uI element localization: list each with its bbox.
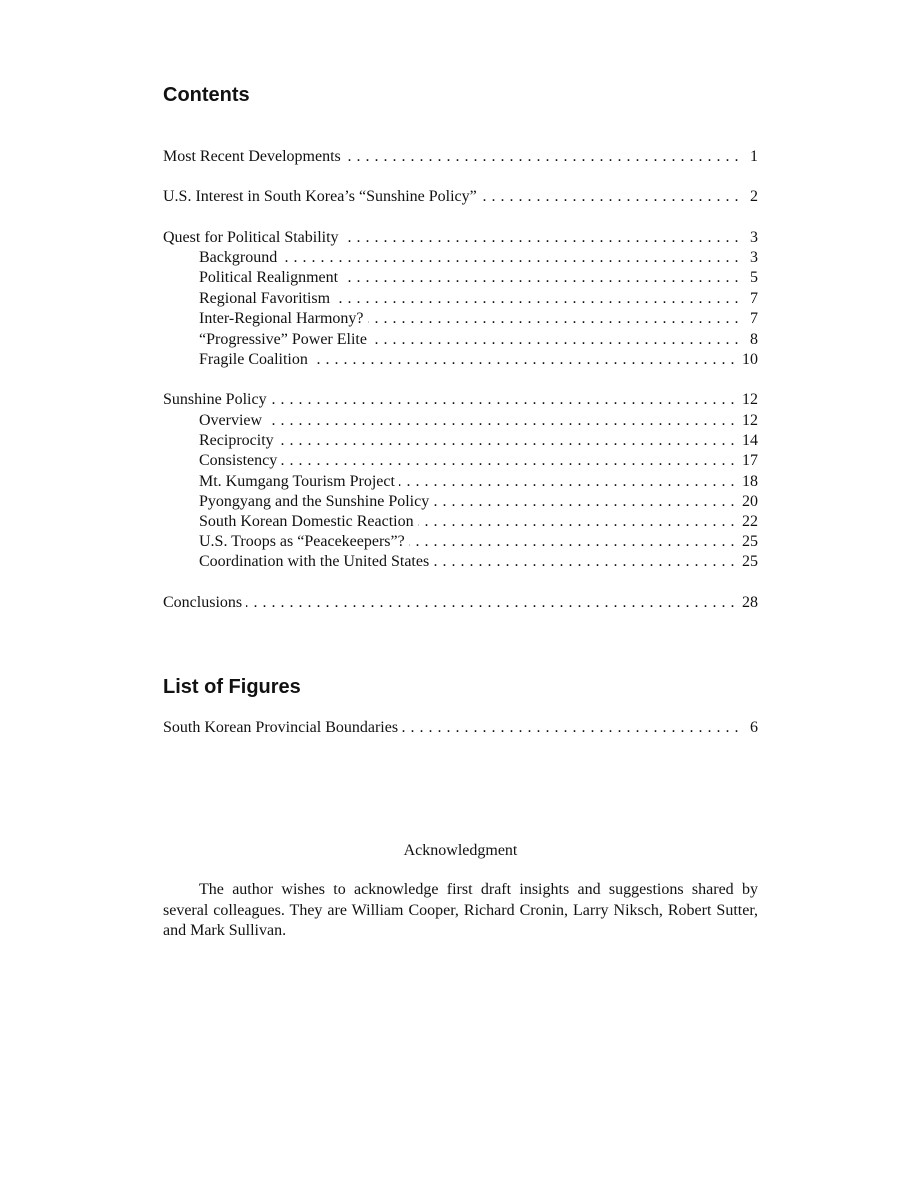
toc-entry-page: 10	[742, 351, 758, 368]
toc-entry-title: Fragile Coalition	[199, 351, 308, 368]
dot-leader	[334, 289, 739, 309]
toc-entry-page: 20	[742, 493, 758, 510]
toc-entry-page: 17	[742, 452, 758, 469]
dot-leader	[266, 411, 735, 431]
dot-leader	[368, 309, 739, 329]
dot-leader	[409, 532, 735, 552]
toc-entry-title: U.S. Troops as “Peacekeepers”?	[199, 533, 405, 550]
figure-entry-title: South Korean Provincial Boundaries	[163, 719, 399, 736]
toc-subentry[interactable]	[199, 268, 758, 288]
toc-entry-title: “Progressive” Power Elite	[199, 331, 367, 348]
toc-subentry[interactable]	[199, 350, 758, 370]
toc-entry[interactable]	[163, 187, 758, 207]
dot-leader	[418, 512, 735, 532]
figure-entry[interactable]	[163, 718, 758, 738]
list-of-figures-heading: List of Figures	[163, 676, 301, 698]
toc-entry-page: 7	[750, 310, 758, 327]
toc-entry[interactable]	[163, 228, 758, 248]
toc-subentry[interactable]	[199, 330, 758, 350]
toc-subentry[interactable]	[199, 309, 758, 329]
toc-entry-title: Sunshine Policy	[163, 391, 267, 408]
toc-entry-title: South Korean Domestic Reaction	[199, 513, 414, 530]
toc-entry-title: Consistency	[199, 452, 278, 469]
toc-entry-page: 2	[750, 188, 758, 205]
acknowledgment-body: The author wishes to acknowledge first draft insights and suggestions shared by several colleagues. They are William Cooper, Richard Cronin, Larry Niksch, Robert Sutter, and Mark Sullivan.	[163, 881, 758, 939]
toc-entry-page: 1	[750, 148, 758, 165]
dot-leader	[345, 147, 739, 167]
toc-entry-page: 14	[742, 432, 758, 449]
dot-leader	[246, 593, 735, 613]
toc-subentry[interactable]	[199, 431, 758, 451]
toc-entry-title: U.S. Interest in South Korea’s “Sunshine Policy”	[163, 188, 477, 205]
dot-leader	[481, 187, 739, 207]
toc-entry[interactable]	[163, 390, 758, 410]
dot-leader	[281, 248, 739, 268]
toc-entry[interactable]	[163, 147, 758, 167]
toc-subentry[interactable]	[199, 248, 758, 268]
dot-leader	[343, 228, 739, 248]
contents-heading: Contents	[163, 84, 250, 106]
toc-entry-page: 12	[742, 391, 758, 408]
dot-leader	[433, 492, 735, 512]
toc-entry-title: Most Recent Developments	[163, 148, 341, 165]
dot-leader	[402, 718, 739, 738]
toc-entry-page: 3	[750, 249, 758, 266]
toc-subentry[interactable]	[199, 451, 758, 471]
dot-leader	[278, 431, 735, 451]
figure-entry-page: 6	[750, 719, 758, 736]
toc-entry-page: 3	[750, 229, 758, 246]
toc-subentry[interactable]	[199, 492, 758, 512]
toc-entry-title: Conclusions	[163, 594, 243, 611]
toc-entry-page: 12	[742, 412, 758, 429]
toc-subentry[interactable]	[199, 411, 758, 431]
toc-entry-title: Political Realignment	[199, 269, 339, 286]
dot-leader	[399, 472, 735, 492]
toc-entry-title: Mt. Kumgang Tourism Project	[199, 473, 395, 490]
dot-leader	[433, 552, 735, 572]
toc-entry-page: 18	[742, 473, 758, 490]
toc-entry[interactable]	[163, 593, 758, 613]
dot-leader	[281, 451, 735, 471]
dot-leader	[342, 268, 739, 288]
toc-entry-page: 5	[750, 269, 758, 286]
dot-leader	[312, 350, 735, 370]
toc-entry-page: 25	[742, 533, 758, 550]
toc-subentry[interactable]	[199, 289, 758, 309]
toc-entry-title: Overview	[199, 412, 263, 429]
toc-entry-title: Regional Favoritism	[199, 290, 331, 307]
toc-entry-page: 22	[742, 513, 758, 530]
toc-entry-page: 7	[750, 290, 758, 307]
dot-leader	[271, 390, 735, 410]
toc-entry-title: Inter-Regional Harmony?	[199, 310, 364, 327]
toc-subentry[interactable]	[199, 552, 758, 572]
toc-subentry[interactable]	[199, 472, 758, 492]
toc-entry-page: 25	[742, 553, 758, 570]
toc-subentry[interactable]	[199, 532, 758, 552]
toc-entry-page: 8	[750, 331, 758, 348]
toc-entry-title: Coordination with the United States	[199, 553, 430, 570]
toc-subentry[interactable]	[199, 512, 758, 532]
toc-entry-page: 28	[742, 594, 758, 611]
toc-entry-title: Reciprocity	[199, 432, 274, 449]
acknowledgment-title: Acknowledgment	[403, 842, 518, 859]
dot-leader	[371, 330, 739, 350]
toc-entry-title: Quest for Political Stability	[163, 229, 339, 246]
toc-entry-title: Pyongyang and the Sunshine Policy	[199, 493, 430, 510]
toc-entry-title: Background	[199, 249, 278, 266]
